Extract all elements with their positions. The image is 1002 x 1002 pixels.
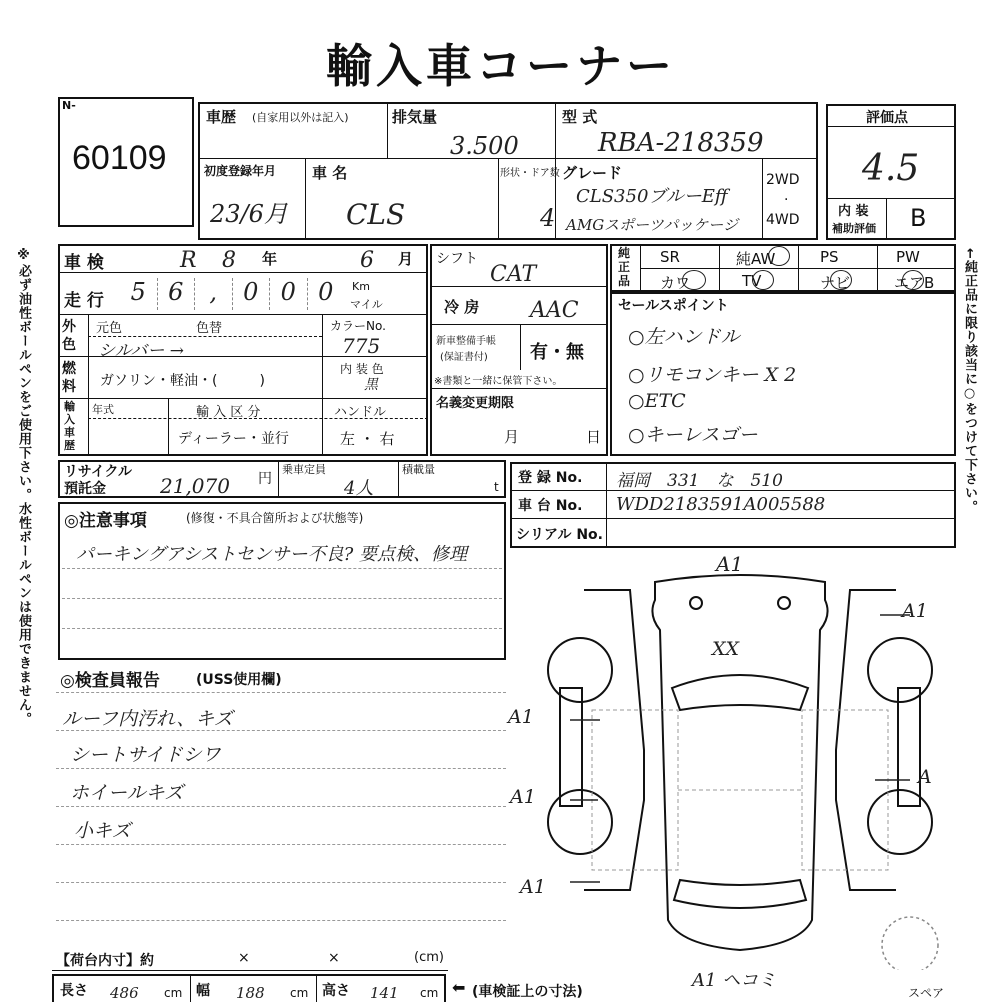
shaken-label: 車 検 xyxy=(64,253,104,273)
model-code-value: RBA-218359 xyxy=(598,128,764,158)
interior-color-value: 黒 xyxy=(364,377,378,393)
cargo-unit: (cm) xyxy=(414,950,444,965)
handle-value: 左 ・ 右 xyxy=(340,430,395,448)
color-value: シルバー → xyxy=(98,341,185,361)
interior-label-1: 内 装 xyxy=(838,204,869,219)
exterior-label: 外色 xyxy=(62,319,76,353)
shaken-year-num: 8 xyxy=(222,248,236,273)
capacity-value: 4人 xyxy=(344,478,374,499)
doors-value: 4 xyxy=(540,204,556,232)
inspector-title: ◎検査員報告 xyxy=(60,671,160,691)
width-label: 幅 xyxy=(196,983,210,999)
cargo-x: × xyxy=(238,950,250,966)
length-label: 長さ xyxy=(60,983,88,999)
reg-value: 福岡 331 な 510 xyxy=(616,471,783,491)
spare-label: スペア xyxy=(908,986,945,1000)
mileage-digit: 0 xyxy=(233,278,271,310)
color-no-label: カラーNo. xyxy=(330,319,386,333)
model-code-label: 型 式 xyxy=(562,108,598,126)
inspector-line: 小キズ xyxy=(74,820,131,842)
damage-mark-left-front: A1 xyxy=(508,706,534,728)
history-note: (自家用以外は記入) xyxy=(252,111,349,124)
genuine-item: ナビ xyxy=(820,274,851,292)
recycle-unit: 円 xyxy=(258,471,272,487)
drive-dot: · xyxy=(784,192,789,208)
genuine-item: カワ xyxy=(660,274,691,292)
import-label: 輸入車歴 xyxy=(64,400,75,452)
genuine-circle xyxy=(752,270,774,290)
unit-mile: マイル xyxy=(350,298,383,311)
maint-value: 有・無 xyxy=(530,342,584,363)
inspector-line: ホイールキズ xyxy=(70,782,184,804)
name-change-month: 月 xyxy=(504,428,520,446)
displacement-label: 排気量 xyxy=(392,108,438,126)
shaken-year-label: 年 xyxy=(262,250,278,268)
maint-label-1: 新車整備手帳 xyxy=(436,336,496,347)
mileage-digits xyxy=(120,278,344,310)
damage-mark-rear: A1 ヘコミ xyxy=(692,970,777,991)
reg-label: 登 録 No. xyxy=(518,470,583,486)
shaken-month-num: 6 xyxy=(360,248,374,273)
side-note-right: ←純正品に限り該当に○をつけて下さい。 xyxy=(962,248,977,514)
genuine-circle xyxy=(902,270,924,290)
interior-label-2: 補助評価 xyxy=(832,222,876,235)
color-no-value: 775 xyxy=(342,334,381,358)
recycle-label-2: 預託金 xyxy=(64,481,106,497)
arrow-left-icon: ⬅ xyxy=(452,978,466,997)
maint-note: ※書類と一緒に保管下さい。 xyxy=(434,376,563,387)
maint-label-2: (保証書付) xyxy=(440,352,488,363)
handle-label: ハンドル xyxy=(334,405,387,420)
height-value: 141 xyxy=(370,984,399,1002)
displacement-value: 3.500 xyxy=(450,132,519,160)
score-label: 評価点 xyxy=(866,110,908,126)
notes-subtitle: (修復・不具合箇所および状態等) xyxy=(186,511,364,525)
cargo-x: × xyxy=(328,950,340,966)
genuine-item: エアB xyxy=(894,274,935,292)
selling-point: ○ETC xyxy=(628,390,686,412)
ac-label: 冷 房 xyxy=(444,298,480,316)
genuine-circle xyxy=(682,270,706,290)
side-note-left: ※必ず油性ボールペンをご使用下さい。水性ボールペンは使用できません。 xyxy=(16,248,31,726)
car-name-value: CLS xyxy=(346,198,406,231)
load-label: 積載量 xyxy=(402,463,435,476)
capacity-label: 乗車定員 xyxy=(282,463,326,476)
genuine-item: PW xyxy=(896,248,920,266)
damage-mark-right-side: A xyxy=(918,766,932,788)
genuine-label: 純正品 xyxy=(618,246,631,288)
shift-label: シフト xyxy=(436,251,478,267)
lot-prefix: N- xyxy=(62,99,76,112)
damage-mark-front: A1 xyxy=(716,552,744,576)
genuine-circle xyxy=(830,270,852,290)
recycle-label-1: リサイクル xyxy=(64,464,133,480)
width-unit: cm xyxy=(290,986,309,1000)
shaken-era: R xyxy=(180,248,197,273)
interior-value: B xyxy=(910,204,927,232)
length-unit: cm xyxy=(164,986,183,1000)
name-change-day: 日 xyxy=(586,428,602,446)
inspector-subtitle: (USS使用欄) xyxy=(196,672,282,688)
lot-number-box xyxy=(58,97,194,227)
chassis-label: 車 台 No. xyxy=(518,498,583,514)
mileage-digit: , xyxy=(195,278,233,310)
selling-point: ○左ハンドル xyxy=(628,326,740,348)
doors-label: 形状・ドア数 xyxy=(500,168,560,179)
interior-color-label: 内 装 色 xyxy=(340,362,384,376)
chassis-value: WDD2183591A005588 xyxy=(616,494,826,515)
length-value: 486 xyxy=(110,984,139,1002)
load-unit: t xyxy=(494,480,499,494)
damage-mark-roof: XX xyxy=(712,638,740,660)
width-value: 188 xyxy=(236,984,265,1002)
height-label: 高さ xyxy=(322,983,350,999)
import-type-value: ディーラー・並行 xyxy=(178,431,289,447)
color-changed-label: 色替 xyxy=(196,321,223,336)
mileage-digit: 0 xyxy=(270,278,308,310)
unit-km: Km xyxy=(352,280,370,293)
fuel-label: 燃料 xyxy=(62,361,76,395)
shaken-month-label: 月 xyxy=(398,250,414,268)
notes-title: ◎注意事項 xyxy=(64,511,147,531)
name-change-label: 名義変更期限 xyxy=(436,396,515,411)
height-unit: cm xyxy=(420,986,439,1000)
lot-number: 60109 xyxy=(72,139,167,177)
score-value: 4.5 xyxy=(862,148,920,189)
drive-4wd: 4WD xyxy=(766,212,800,228)
first-reg-label: 初度登録年月 xyxy=(204,164,277,178)
first-reg-value: 23/6月 xyxy=(210,200,288,228)
selling-point: ○キーレスゴー xyxy=(628,424,758,446)
inspector-line: シートサイドシワ xyxy=(70,744,221,766)
cert-note: (車検証上の寸法) xyxy=(472,984,583,1000)
mileage-label: 走 行 xyxy=(64,291,104,311)
shift-value: CAT xyxy=(490,262,537,287)
car-name-label: 車 名 xyxy=(312,164,348,182)
ac-value: AAC xyxy=(530,298,579,323)
mileage-digit: 0 xyxy=(318,278,334,306)
cargo-label: 【荷台内寸】約 xyxy=(56,953,154,969)
car-diagram xyxy=(520,560,960,970)
selling-points-label: セールスポイント xyxy=(618,298,729,314)
notes-text: パーキングアシストセンサー不良? 要点検、修理 xyxy=(76,544,468,565)
import-year-label: 年式 xyxy=(92,403,114,416)
color-original-label: 元色 xyxy=(96,321,123,336)
genuine-item: PS xyxy=(820,248,839,266)
page-title: 輸入車コーナー xyxy=(326,39,676,93)
genuine-item: 純AW xyxy=(736,250,776,268)
damage-mark-left-bottom: A1 xyxy=(520,876,546,898)
mileage-digit: 5 xyxy=(120,278,158,310)
serial-label: シリアル No. xyxy=(516,527,603,543)
drive-2wd: 2WD xyxy=(766,172,800,188)
fuel-options: ガソリン・軽油・( ) xyxy=(100,373,265,389)
genuine-circle xyxy=(768,246,790,266)
history-label: 車歴 xyxy=(206,108,237,126)
grade-label: グレード xyxy=(562,164,623,182)
selling-point: ○リモコンキー X 2 xyxy=(628,364,797,386)
import-type-label: 輸 入 区 分 xyxy=(196,405,261,420)
recycle-value: 21,070 xyxy=(160,474,230,498)
inspector-line: ルーフ内汚れ、キズ xyxy=(62,708,233,730)
damage-mark-right-front: A1 xyxy=(902,600,928,622)
damage-mark-left-rear: A1 xyxy=(510,786,536,808)
genuine-item: SR xyxy=(660,248,680,266)
genuine-item: TV xyxy=(742,272,762,290)
grade-value-2: AMGスポーツパッケージ xyxy=(566,216,738,234)
mileage-digit: 6 xyxy=(158,278,196,310)
grade-value-1: CLS350ブルーEff xyxy=(576,186,728,207)
